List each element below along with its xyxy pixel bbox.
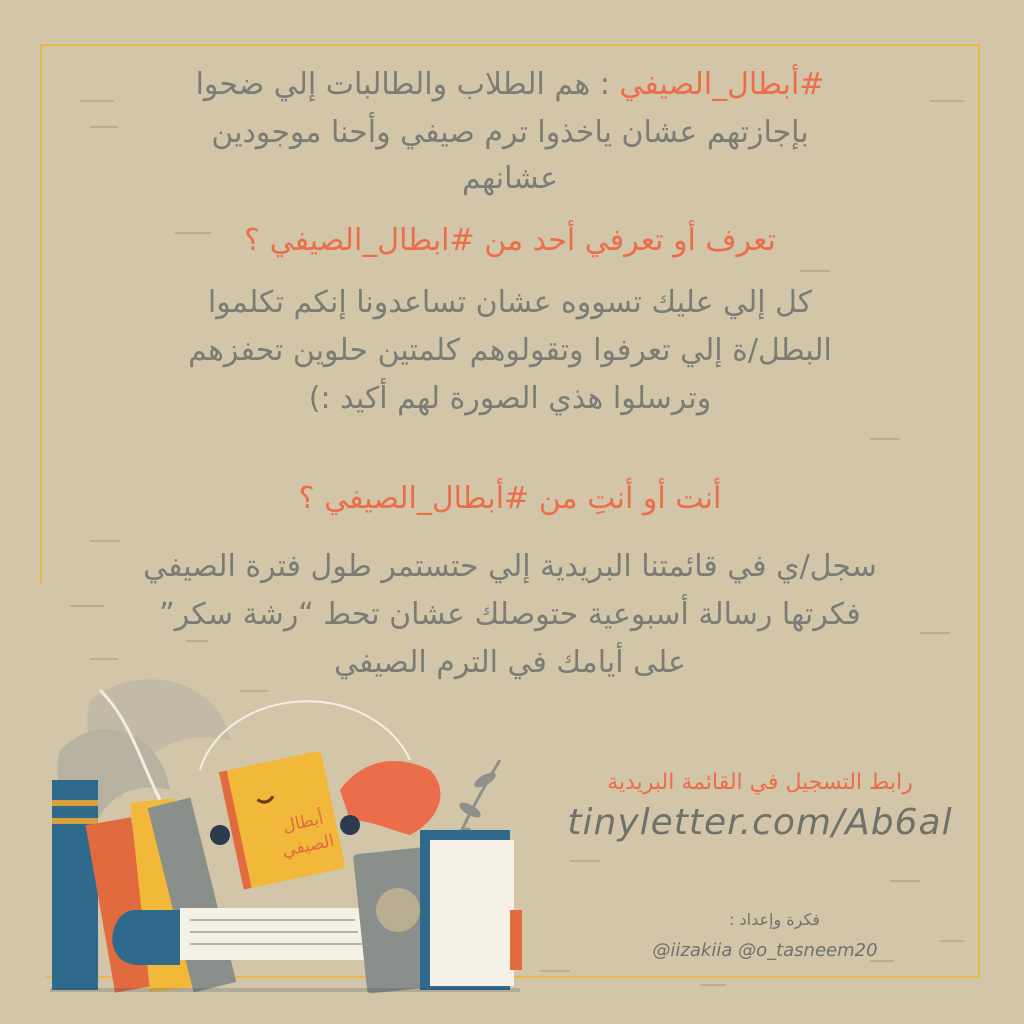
- book-band: [52, 818, 98, 824]
- decor-dash: [540, 970, 570, 972]
- signup-url-link[interactable]: tinyletter.com/Ab6al: [567, 802, 953, 843]
- mascot-title-line-1: أبطال: [281, 808, 326, 837]
- books-illustration: [30, 660, 530, 1000]
- decor-dash: [940, 940, 964, 942]
- book-blue-pages: [430, 840, 514, 986]
- mascot-hand: [340, 815, 360, 835]
- paragraph-1-line-3: وترسلوا هذي الصورة لهم أكيد :): [308, 381, 712, 416]
- decor-dash: [90, 540, 120, 542]
- book-pages: [180, 908, 370, 960]
- ground-shadow: [50, 988, 520, 992]
- decor-dash: [890, 880, 920, 882]
- fern-leaf: [457, 800, 483, 821]
- bookmark-tab: [510, 910, 522, 970]
- book-band: [52, 800, 98, 806]
- decor-dash: [570, 860, 600, 862]
- mascot-title-line-2: الصيفي: [280, 830, 336, 862]
- decor-dash: [870, 438, 900, 440]
- paragraph-1-line-1: كل إلي عليك تسووه عشان تساعدونا إنكم تكلموا: [207, 285, 813, 320]
- question-1-heading: تعرف أو تعرفي أحد من #ابطال_الصيفي ؟: [244, 223, 776, 258]
- paragraph-2-line-3: على أيامك في الترم الصيفي: [334, 645, 686, 680]
- mascot-book: [219, 750, 346, 889]
- credits-label: فكرة وإعداد :: [729, 910, 820, 929]
- portrait-medallion: [376, 888, 420, 932]
- intro-line-2: بإجازتهم عشان ياخذوا ترم صيفي وأحنا موجودين: [211, 115, 809, 150]
- question-2-heading: أنت أو أنتِ من #أبطال_الصيفي ؟: [298, 481, 722, 516]
- paragraph-2-line-2: فكرتها رسالة أسبوعية حتوصلك عشان تحط “رشة سكر”: [159, 597, 861, 632]
- intro-line-3: عشانهم: [462, 161, 558, 196]
- book-cover-rolled: [112, 910, 180, 965]
- hashtag-link[interactable]: #أبطال_الصيفي: [324, 481, 530, 516]
- credits-handles[interactable]: @iizakiia @o_tasneem20: [652, 940, 878, 961]
- decor-dash: [700, 984, 726, 986]
- book-blue-tall: [52, 780, 98, 990]
- decor-dash: [800, 270, 830, 272]
- mascot-hand: [210, 825, 230, 845]
- signup-label: رابط التسجيل في القائمة البريدية: [607, 770, 913, 795]
- paragraph-1-line-2: البطل/ة إلي تعرفوا وتقولوهم كلمتين حلوين تحفزهم: [188, 333, 832, 368]
- hashtag-link[interactable]: #ابطال_الصيفي: [269, 223, 475, 258]
- intro-line-1: #أبطال_الصيفي : هم الطلاب والطالبات إلي ضحوا: [195, 67, 825, 102]
- hashtag-abtal-alsaifi[interactable]: #أبطال_الصيفي: [619, 67, 825, 102]
- paragraph-2-line-1: سجل/ي في قائمتنا البريدية إلي حتستمر طول فترة الصيفي: [143, 549, 877, 584]
